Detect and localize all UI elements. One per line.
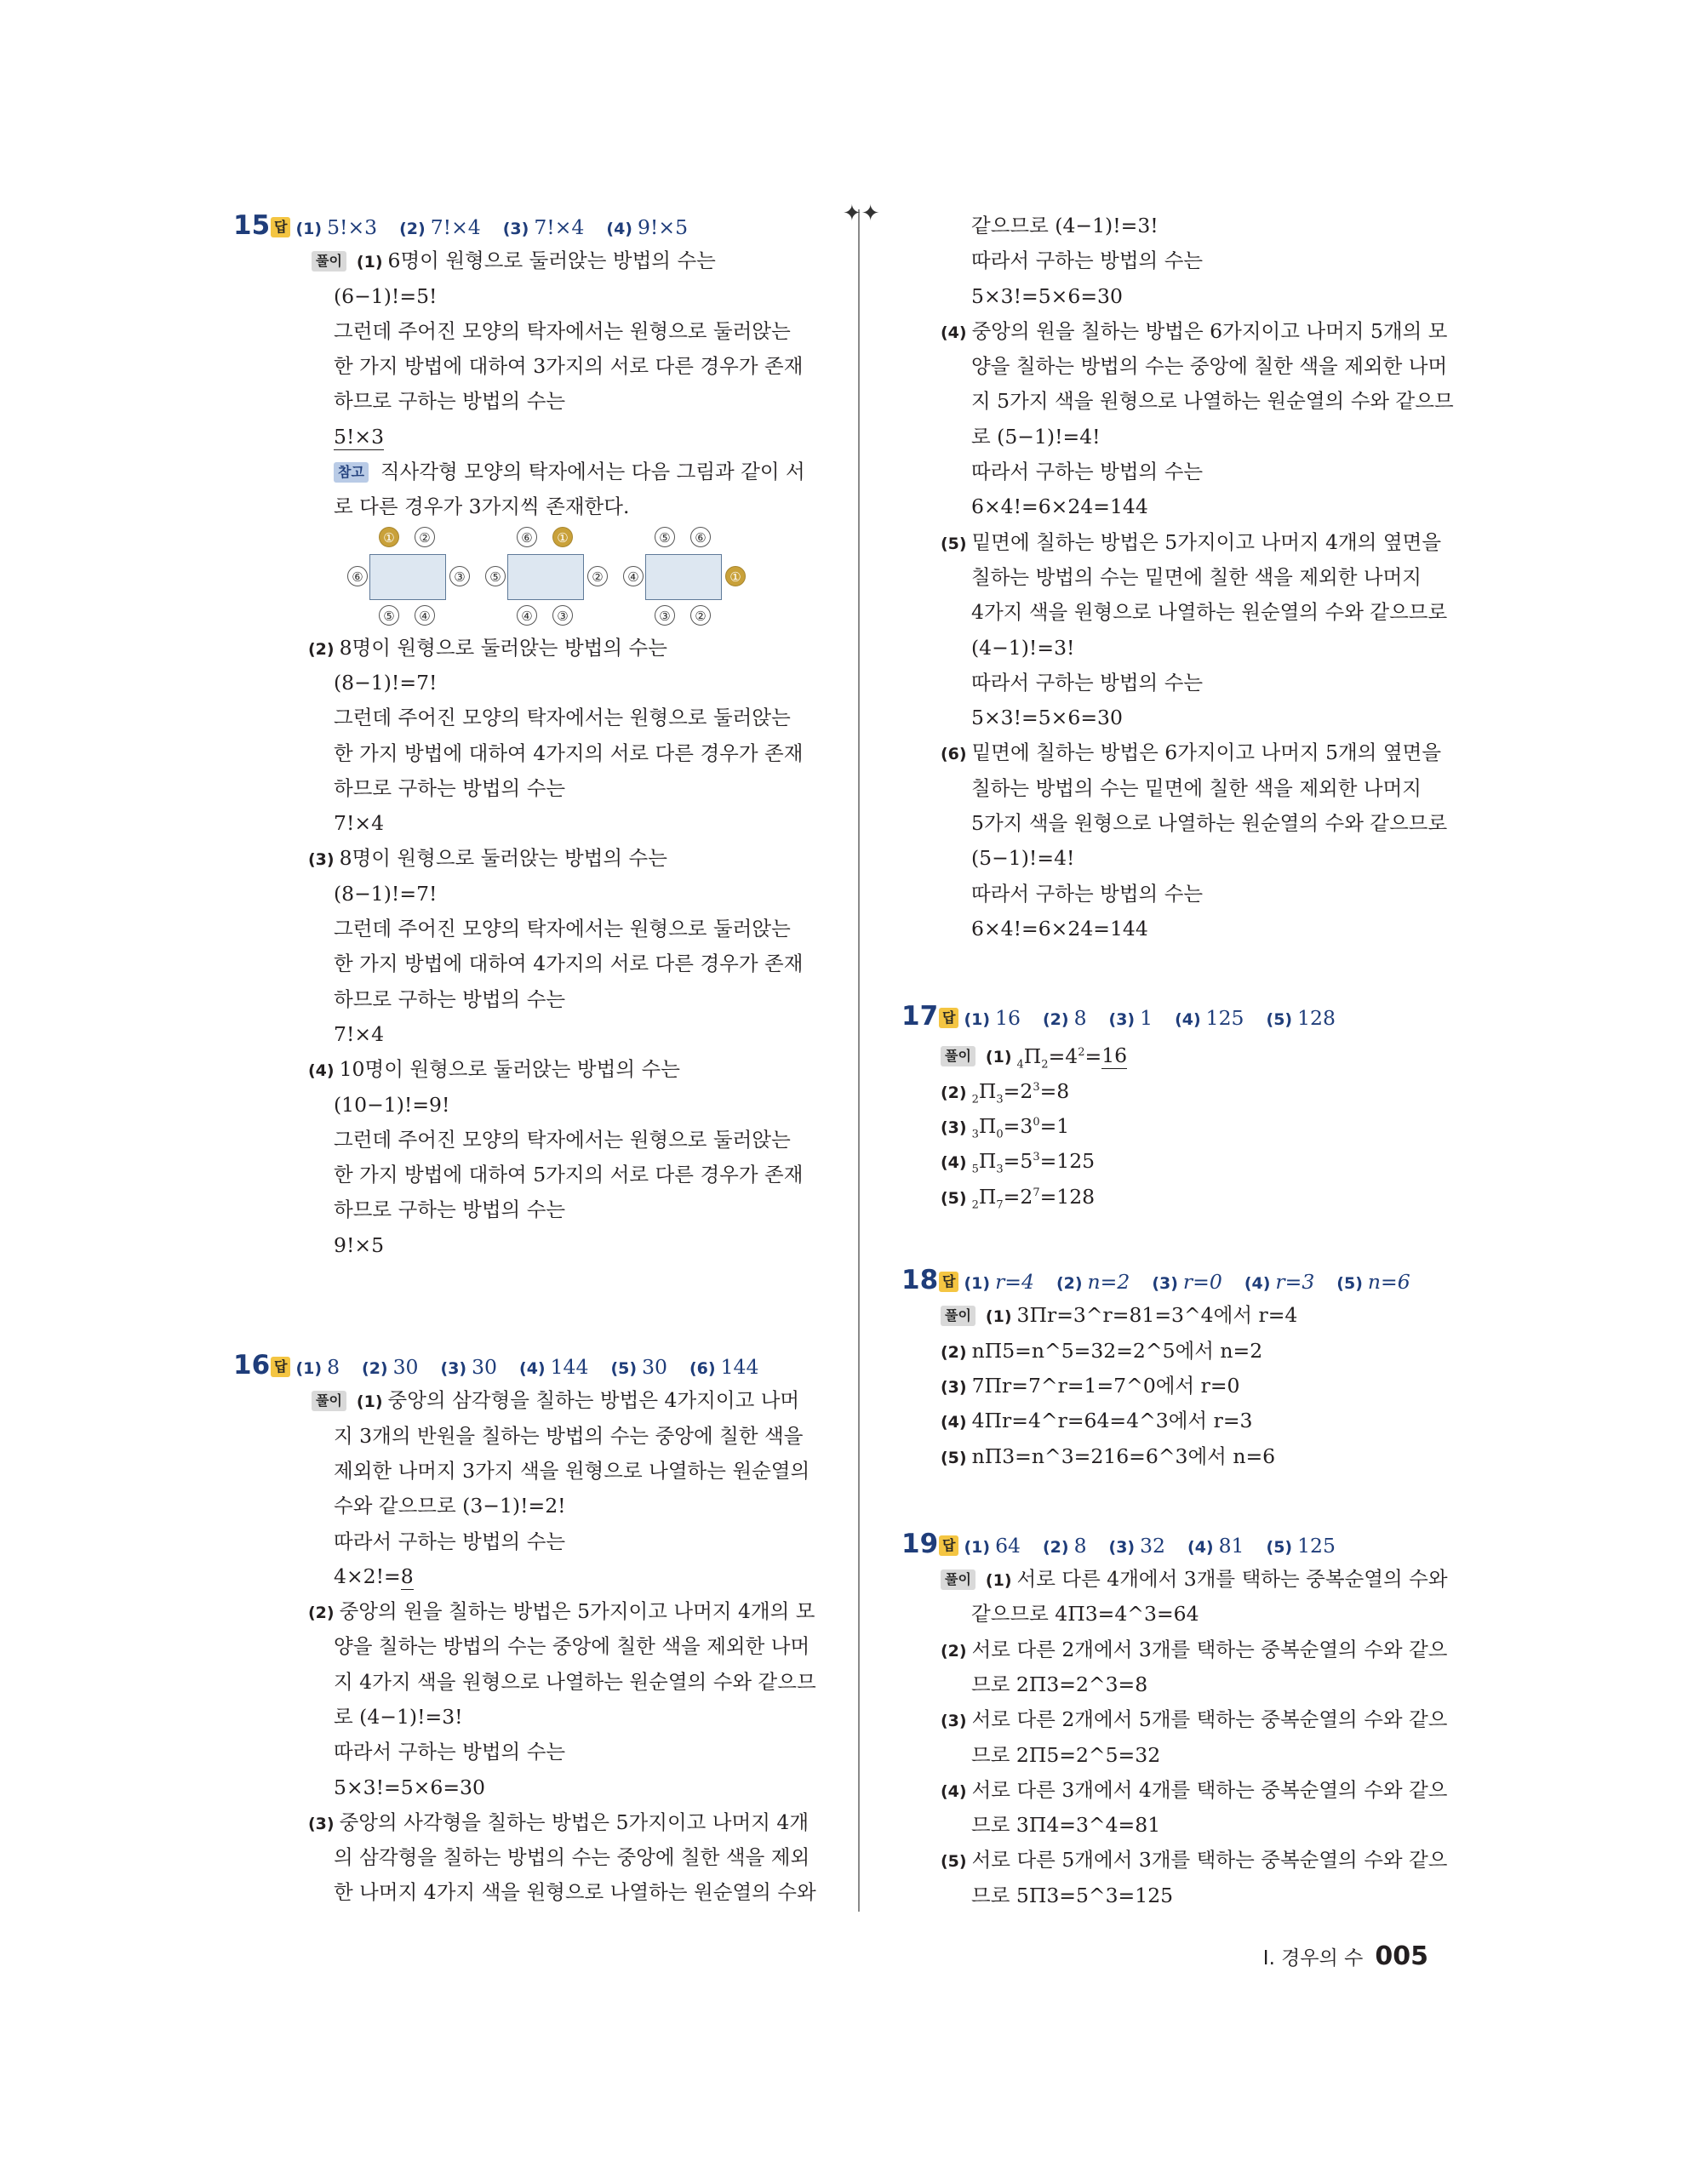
text-line: 하므로 구하는 방법의 수는 xyxy=(334,1198,566,1222)
text-line: (6−1)!=5! xyxy=(334,283,438,308)
text-line: (4−1)!=3! xyxy=(971,635,1075,660)
text-line: 로 다른 경우가 3가지씩 존재한다. xyxy=(334,495,630,519)
text-line: 로 (5−1)!=4! xyxy=(971,424,1101,449)
text-line: 4×2!=8 xyxy=(334,1564,414,1588)
text-line: 지 4가지 색을 원형으로 나열하는 원순열의 수와 같으므 xyxy=(334,1669,816,1694)
text-line: 로 (4−1)!=3! xyxy=(334,1704,463,1729)
text-line: 7!×4 xyxy=(334,1021,385,1046)
text-line: 같으므로 (4−1)!=3! xyxy=(971,214,1159,237)
text-line: 그런데 주어진 모양의 탁자에서는 원형으로 둘러앉는 xyxy=(334,1127,791,1152)
seat-marker: ⑤ xyxy=(485,566,506,586)
text-line: 그런데 주어진 모양의 탁자에서는 원형으로 둘러앉는 xyxy=(334,917,791,941)
text-line: 4가지 색을 원형으로 나열하는 원순열의 수와 같으므로 xyxy=(971,600,1448,625)
text-line: 따라서 구하는 방법의 수는 xyxy=(334,1529,566,1553)
text-line: 따라서 구하는 방법의 수는 xyxy=(971,670,1204,695)
answer-badge: 답 xyxy=(939,1535,958,1556)
text-line: (8−1)!=7! xyxy=(334,881,438,906)
q17-answer-line: 17 답 (1) 16 (2) 8 (3) 1 (4) 125 (5) 128 xyxy=(901,999,1460,1034)
answer-badge: 답 xyxy=(271,1357,290,1377)
question-number: 17 xyxy=(901,1001,939,1032)
q19-answer-line: 19 답 (1) 64 (2) 8 (3) 32 (4) 81 (5) 125 xyxy=(901,1527,1460,1562)
text-line: 지 5가지 색을 원형으로 나열하는 원순열의 수와 같으므 xyxy=(971,389,1454,414)
text-line: 수와 같으므로 (3−1)!=2! xyxy=(334,1494,566,1518)
text-line: 양을 칠하는 방법의 수는 중앙에 칠한 색을 제외한 나머 xyxy=(334,1634,810,1659)
q18-solution-1: 풀이 (1) 3Πr=3^r=81=3^4에서 r=4 xyxy=(915,1298,1460,1333)
text-line: 그런데 주어진 모양의 탁자에서는 원형으로 둘러앉는 xyxy=(334,706,791,730)
q16-solution: 풀이 (1) 중앙의 삼각형을 칠하는 방법은 4가지이고 나머 xyxy=(271,1383,812,1418)
answer-badge: 답 xyxy=(939,1272,958,1292)
solution-badge: 풀이 xyxy=(312,1391,346,1411)
text-line: 지 3개의 반원을 칠하는 방법의 수는 중앙에 칠한 색을 xyxy=(334,1423,804,1448)
note-line: 참고 직사각형 모양의 탁자에서는 다음 그림과 같이 서 xyxy=(271,455,812,489)
seat-marker: ① xyxy=(379,527,399,547)
text-line: 따라서 구하는 방법의 수는 xyxy=(971,249,1204,273)
page-number: 005 xyxy=(1375,1941,1428,1971)
text-line: 6×4!=6×24=144 xyxy=(971,916,1148,940)
table-seating-figure xyxy=(347,525,824,631)
q16-part3: (3) 중앙의 사각형을 칠하는 방법은 5가지이고 나머지 4개 xyxy=(308,1810,810,1834)
text-line: 그런데 주어진 모양의 탁자에서는 원형으로 둘러앉는 xyxy=(334,318,791,343)
text-line: 9!×5 xyxy=(334,1232,385,1257)
chapter-label: Ⅰ. 경우의 수 xyxy=(1262,1947,1364,1970)
text-line: 의 삼각형을 칠하는 방법의 수는 중앙에 칠한 색을 제외 xyxy=(334,1845,810,1870)
text-line: 한 나머지 4가지 색을 원형으로 나열하는 원순열의 수와 xyxy=(334,1880,816,1905)
seat-marker: ⑥ xyxy=(517,527,537,547)
solution-badge: 풀이 xyxy=(312,251,346,272)
q17-solution-1: 풀이 (1) $_4\Pi_2=4^2=16$ xyxy=(915,1035,1460,1070)
text-line: 므로 2Π3=2^3=8 xyxy=(971,1672,1148,1696)
seat-marker: ① xyxy=(552,527,573,547)
seat-marker: ② xyxy=(587,566,608,586)
answer-badge: 답 xyxy=(939,1008,958,1028)
seat-marker: ② xyxy=(415,527,435,547)
seat-marker: ② xyxy=(690,605,711,626)
seat-marker: ⑤ xyxy=(379,605,399,626)
seat-marker: ④ xyxy=(517,605,537,626)
seat-marker: ⑥ xyxy=(690,527,711,547)
text-line: 7!×4 xyxy=(334,811,385,836)
rect-table xyxy=(645,554,722,600)
q19-solution-4: (4) 서로 다른 3개에서 4개를 택하는 중복순열의 수와 같으 xyxy=(941,1777,1448,1802)
question-number: 16 xyxy=(233,1350,271,1381)
q15-part3: (3) 8명이 원형으로 둘러앉는 방법의 수는 xyxy=(308,846,667,871)
q18-solution-2: (2) nΠ5=n^5=32=2^5에서 n=2 xyxy=(941,1338,1263,1363)
text-line: 양을 칠하는 방법의 수는 중앙에 칠한 색을 제외한 나머 xyxy=(971,354,1448,379)
text-line: (8−1)!=7! xyxy=(334,670,438,695)
q17-solution-5: (5) $_2\Pi_7=2^7=128$ xyxy=(941,1184,1096,1212)
seat-marker: ③ xyxy=(655,605,675,626)
seat-marker: ④ xyxy=(415,605,435,626)
q19-solution-1: 풀이 (1) 서로 다른 4개에서 3개를 택하는 중복순열의 수와 xyxy=(915,1562,1460,1597)
text-line: 므로 3Π4=3^4=81 xyxy=(971,1813,1161,1838)
seat-marker: ④ xyxy=(623,566,644,586)
q16-answer-line: 16 답 (1) 8 (2) 30 (3) 30 (4) 144 (5) 30 (6) 144 xyxy=(233,1348,812,1383)
left-column xyxy=(233,209,816,1911)
q18-solution-5: (5) nΠ3=n^3=216=6^3에서 n=6 xyxy=(941,1444,1276,1468)
solution-badge: 풀이 xyxy=(941,1306,975,1326)
text-line: (5−1)!=4! xyxy=(971,846,1075,871)
right-column xyxy=(901,209,1460,1913)
column-divider xyxy=(858,209,860,1912)
q16-part4: (4) 중앙의 원을 칠하는 방법은 6가지이고 나머지 5개의 모 xyxy=(941,318,1448,343)
text-line: 같으므로 4Π3=4^3=64 xyxy=(971,1602,1199,1627)
answer-badge: 답 xyxy=(271,217,290,237)
seat-marker: ③ xyxy=(449,566,470,586)
text-line: 한 가지 방법에 대하여 5가지의 서로 다른 경우가 존재 xyxy=(334,1163,804,1187)
q16-part6: (6) 밑면에 칠하는 방법은 6가지이고 나머지 5개의 옆면을 xyxy=(941,740,1442,765)
seat-marker: ⑤ xyxy=(655,527,675,547)
q15-part2: (2) 8명이 원형으로 둘러앉는 방법의 수는 xyxy=(308,635,667,660)
text-line: 칠하는 방법의 수는 밑면에 칠한 색을 제외한 나머지 xyxy=(971,775,1422,800)
text-line: 므로 5Π3=5^3=125 xyxy=(971,1883,1174,1907)
text-line: 한 가지 방법에 대하여 3가지의 서로 다른 경우가 존재 xyxy=(334,354,804,379)
q17-solution-2: (2) $_2\Pi_3=2^3=8$ xyxy=(941,1078,1070,1106)
text-line: 하므로 구하는 방법의 수는 xyxy=(334,389,566,414)
q15-part4: (4) 10명이 원형으로 둘러앉는 방법의 수는 xyxy=(308,1057,680,1082)
seat-marker: ① xyxy=(725,566,746,586)
text-line: 5×3!=5×6=30 xyxy=(334,1775,485,1799)
question-number: 19 xyxy=(901,1528,939,1559)
q16-part5: (5) 밑면에 칠하는 방법은 5가지이고 나머지 4개의 옆면을 xyxy=(941,529,1442,554)
text-line: 따라서 구하는 방법의 수는 xyxy=(971,460,1204,484)
text-line: 한 가지 방법에 대하여 4가지의 서로 다른 경우가 존재 xyxy=(334,952,804,976)
answer-underlined: 5!×3 xyxy=(334,424,385,449)
seat-marker: ③ xyxy=(552,605,573,626)
q17-solution-4: (4) $_5\Pi_3=5^3=125$ xyxy=(941,1149,1096,1176)
text-line: 5×3!=5×6=30 xyxy=(971,283,1123,308)
q18-answer-line: 18 답 (1) r=4 (2) n=2 (3) r=0 (4) r=3 (5) n=6 xyxy=(901,1263,1460,1298)
text-line: 따라서 구하는 방법의 수는 xyxy=(971,881,1204,906)
text-line: 제외한 나머지 3가지 색을 원형으로 나열하는 원순열의 xyxy=(334,1458,810,1483)
page-footer xyxy=(1263,1941,1428,1971)
q16-part2: (2) 중앙의 원을 칠하는 방법은 5가지이고 나머지 4개의 모 xyxy=(308,1599,815,1624)
divider-ornament-icon: ✦✦ xyxy=(843,201,880,226)
rect-table xyxy=(507,554,584,600)
text-line: 하므로 구하는 방법의 수는 xyxy=(334,775,566,800)
seat-marker: ⑥ xyxy=(347,566,368,586)
q18-solution-3: (3) 7Πr=7^r=1=7^0에서 r=0 xyxy=(941,1373,1240,1398)
note-badge: 참고 xyxy=(334,462,369,483)
text-line: 5가지 색을 원형으로 나열하는 원순열의 수와 같으므로 xyxy=(971,811,1448,836)
text-line: 따라서 구하는 방법의 수는 xyxy=(334,1740,566,1764)
text-line: 하므로 구하는 방법의 수는 xyxy=(334,986,566,1011)
q17-solution-3: (3) $_3\Pi_0=3^0=1$ xyxy=(941,1113,1070,1141)
text-line: 므로 2Π5=2^5=32 xyxy=(971,1742,1161,1767)
text-line: 5×3!=5×6=30 xyxy=(971,706,1123,730)
q19-solution-2: (2) 서로 다른 2개에서 3개를 택하는 중복순열의 수와 같으 xyxy=(941,1637,1448,1661)
question-number: 18 xyxy=(901,1265,939,1296)
text-line: 한 가지 방법에 대하여 4가지의 서로 다른 경우가 존재 xyxy=(334,740,804,765)
solution-badge: 풀이 xyxy=(941,1569,975,1590)
text-line: 6×4!=6×24=144 xyxy=(971,495,1148,519)
q15-solution: 풀이 (1) 6명이 원형으로 둘러앉는 방법의 수는 xyxy=(271,243,812,278)
q19-solution-3: (3) 서로 다른 2개에서 5개를 택하는 중복순열의 수와 같으 xyxy=(941,1707,1448,1732)
rect-table xyxy=(369,554,446,600)
question-number: 15 xyxy=(233,210,271,241)
q19-solution-5: (5) 서로 다른 5개에서 3개를 택하는 중복순열의 수와 같으 xyxy=(941,1848,1448,1872)
text-line: (10−1)!=9! xyxy=(334,1092,450,1117)
text-line: 칠하는 방법의 수는 밑면에 칠한 색을 제외한 나머지 xyxy=(971,564,1422,589)
q15-answer-line: 15 답 (1) 5!×3 (2) 7!×4 (3) 7!×4 (4) 9!×5 xyxy=(233,209,812,243)
q18-solution-4: (4) 4Πr=4^r=64=4^3에서 r=3 xyxy=(941,1409,1253,1433)
solution-badge: 풀이 xyxy=(941,1046,975,1066)
